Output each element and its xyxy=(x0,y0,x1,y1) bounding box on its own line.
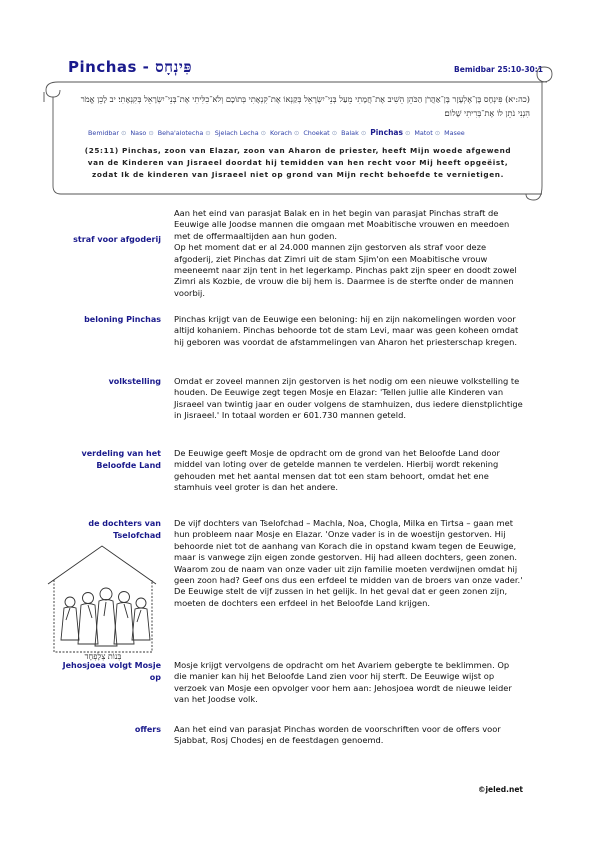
nav-item-bemidbar[interactable]: Bemidbar xyxy=(88,129,119,137)
nav-separator: ⊙ xyxy=(293,129,300,137)
nav-item-pinchas[interactable]: Pinchas xyxy=(370,128,403,137)
nav-separator: ⊙ xyxy=(205,129,211,137)
nav-item-korach[interactable]: Korach xyxy=(270,129,292,137)
nav-separator: ⊙ xyxy=(360,129,367,137)
nav-separator: ⊙ xyxy=(260,129,266,137)
section-label: offers xyxy=(134,725,161,734)
section-paragraph: Aan het eind van parasjat Balak en in het begin van parasjat Pinchas straft de Eeuwige alle Joodse mannen die omgaan met Moabitische vrouwen en meedoen met de offermaaltijden aan hun goden. xyxy=(174,208,510,241)
section-label: straf voor afgoderij xyxy=(73,235,161,244)
section-body xyxy=(174,376,524,422)
scripture-reference: Bemidbar 25:10-30:1 xyxy=(454,65,543,74)
verse-translation xyxy=(68,145,528,181)
section-paragraph: Pinchas krijgt van de Eeuwige een beloning: hij en zijn nakomelingen worden voor altijd kohaniem. Pinchas behoorde tot de stam Levi, maar was geen koheen omdat hij geboren was voordat de afstammelingen van Aharon het priesterschap kregen. xyxy=(174,314,519,347)
nav-item-masee[interactable]: Masee xyxy=(444,129,465,137)
parasha-nav xyxy=(88,128,528,137)
section-paragraph: Op het moment dat er al 24.000 mannen zijn gestorven als straf voor deze afgoderij, ziet Pinchas dat Zimri uit de stam Sjim'on een Moabitische vrouw meeneemt naar zijn tent in het legerkamp. Pinchas pakt zijn speer en doodt zowel Zimri als Kozbie, de vrouw die bij hem is. Daarmee is de sterfte onder de mannen voorbij. xyxy=(174,242,517,298)
section-paragraph: De vijf dochters van Tselofchad – Machla, Noa, Chogla, Milka en Tirtsa – gaan met hun probleem naar Mosje en Elazar. 'Onze vader is in de woestijn gestorven. Hij behoorde niet tot de aanhang van Korach die in opstand kwam tegen de Eeuwige, maar is vanwege zijn eigen zonde gestorven. Hij had alleen dochters, geen zonen. Waarom zou de naam van onze vader uit zijn familie moeten verdwijnen omdat hij geen zoon had? Geef ons dus een erfdeel te midden van de broers van onze vader.' De Eeuwige stelt de vijf zussen in het gelijk. In het geval dat er geen zonen zijn, moeten de dochters een erfdeel in het Beloofde Land krijgen. xyxy=(174,518,523,608)
nav-separator: ⊙ xyxy=(148,129,154,137)
nav-item-naso[interactable]: Naso xyxy=(130,129,147,137)
nav-separator: ⊙ xyxy=(404,129,411,137)
translation-line: (25:11) Pinchas, zoon van Elazar, zoon van Aharon de priester, heeft Mijn woede afgewend xyxy=(84,146,512,155)
hebrew-verse: (כה:יא) פִּינְחָס בֶּן־אֶלְעָזָר בֶּן־אַהֲרֹן הַכֹּהֵן הֵשִׁיב אֶת־חֲמָתִי מֵעַל בְּנֵי־יִשְׂרָאֵל בְּקַנְאוֹ אֶת־קִנְאָתִי בְּתוֹכָם וְלֹא־כִלִּיתִי אֶת־בְּנֵי־יִשְׂרָאֵל בְּקִנְאָתִי׃ יב לָכֵן אֱמֹר הִנְנִי נֹתֵן לוֹ אֶת־בְּרִיתִי שָׁלוֹם׃ xyxy=(80,94,530,118)
nav-item-choekat[interactable]: Choekat xyxy=(303,129,330,137)
section-label: volkstelling xyxy=(108,377,161,386)
daughters-illustration xyxy=(44,540,162,662)
title-hebrew: פִּינְחָס xyxy=(155,58,192,76)
nav-item-matot[interactable]: Matot xyxy=(414,129,433,137)
nav-item-sjelach-lecha[interactable]: Sjelach Lecha xyxy=(214,129,259,137)
section-paragraph: De Eeuwige geeft Mosje de opdracht om de grond van het Beloofde Land door middel van loting over de getelde mannen te verdelen. Hierbij wordt rekening gehouden met het aantal mensen dat tot een stam behoort, omdat het ene stamhuis veel groter is dan het andere. xyxy=(174,448,500,493)
nav-separator: ⊙ xyxy=(331,129,338,137)
title-latin: Pinchas - xyxy=(68,58,156,76)
section-body xyxy=(174,724,524,747)
translation-line: zodat Ik de kinderen van Jisraeel niet op grond van Mijn recht behoefde te vernietigen. xyxy=(92,170,504,179)
section-paragraph: Aan het eind van parasjat Pinchas worden de voorschriften voor de offers voor Sjabbat, Rosj Chodesj en de feestdagen genoemd. xyxy=(174,724,501,746)
footer-copyright: ©jeled.net xyxy=(477,785,523,794)
section-label: verdeling van het Beloofde Land xyxy=(81,449,161,470)
section-body xyxy=(174,518,524,609)
illustration-caption: בְּנוֹת צְלָפְחָד xyxy=(84,652,122,661)
nav-item-behaalotecha[interactable]: Beha'alotecha xyxy=(157,129,204,137)
section-paragraph: Mosje krijgt vervolgens de opdracht om het Avariem gebergte te beklimmen. Op die manier kan hij het Beloofde Land zien voor hij sterft. De Eeuwige wijst op verzoek van Mosje een opvolger voor hem aan: Jehosjoea wordt de nieuwe leider van het Joodse volk. xyxy=(174,660,512,705)
section-label: beloning Pinchas xyxy=(84,315,161,324)
section-paragraph: Omdat er zoveel mannen zijn gestorven is het nodig om een nieuwe volkstelling te houden. De Eeuwige zegt tegen Mosje en Elazar: 'Tellen jullie alle Kinderen van Jisraeel van twintig jaar en ouder volgens de stamhuizen, dus iedere dienstplichtige in Jisraeel.' In totaal worden er 601.730 mannen geteld. xyxy=(174,376,523,421)
section-body xyxy=(174,448,524,494)
section-body xyxy=(174,314,524,348)
nav-separator: ⊙ xyxy=(434,129,441,137)
translation-line: van de Kinderen van Jisraeel doordat hij temidden van hen recht voor Mij heeft opgeëist, xyxy=(87,158,509,167)
section-label: de dochters van Tselofchad xyxy=(88,519,161,540)
section-label: Jehosjoea volgt Mosje op xyxy=(62,661,161,682)
nav-item-balak[interactable]: Balak xyxy=(341,129,359,137)
section-body xyxy=(174,660,524,706)
nav-separator: ⊙ xyxy=(120,129,127,137)
section-body xyxy=(174,208,524,299)
